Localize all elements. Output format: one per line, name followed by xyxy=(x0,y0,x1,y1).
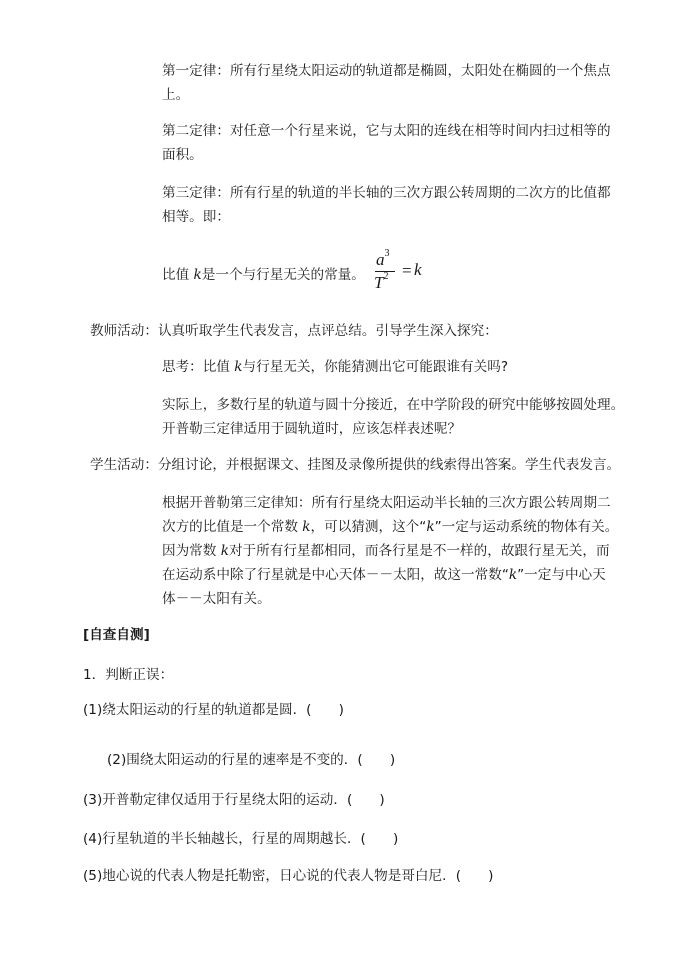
second-law-line1: 第二定律：对任意一个行星来说，它与太阳的连线在相等时间内扫过相等的 xyxy=(162,123,611,139)
kepler-formula xyxy=(372,246,422,296)
ratio-k: k xyxy=(193,267,202,283)
ratio-statement xyxy=(162,262,365,288)
formula-equals: = xyxy=(402,261,412,280)
answer-line3: 因为常数 k对于所有行星都相同，而各行星是不一样的，故跟行星无关，而 xyxy=(162,543,610,559)
teacher-label: 教师活动： xyxy=(90,323,158,339)
formula-denominator: $T^2$ xyxy=(374,271,389,292)
list-item: (5)地心说的代表人物是托勒密，日心说的代表人物是哥白尼．( ) xyxy=(83,868,494,884)
second-law-line2: 面积。 xyxy=(162,147,203,163)
third-law-line2: 相等。即： xyxy=(162,209,230,225)
first-law-line1: 第一定律：所有行星绕太阳运动的轨道都是椭圆，太阳处在椭圆的一个焦点 xyxy=(162,63,611,79)
answer-line2: 次方的比值是一个常数 k，可以猜测，这个“k”一定与运动系统的物体有关。 xyxy=(162,519,619,535)
formula-numerator: $a^3$ xyxy=(376,248,390,269)
question-1: 1．判断正误： xyxy=(83,667,174,683)
list-item: (1)绕太阳运动的行星的轨道都是圆．( ) xyxy=(83,702,344,718)
student-activity xyxy=(90,452,620,478)
answer-line5: 体－－太阳有关。 xyxy=(162,591,271,607)
teacher-text: 认真听取学生代表发言，点评总结。引导学生深入探究： xyxy=(157,323,498,339)
ratio-prefix: 比值 xyxy=(162,267,190,283)
reality-line2: 开普勒三定律适用于圆轨道时，应该怎样表述呢？ xyxy=(162,421,462,437)
self-check-heading: [自查自测] xyxy=(83,627,150,643)
first-law-line2: 上。 xyxy=(162,87,190,103)
think-question: 思考：比值 k与行星无关，你能猜测出它可能跟谁有关吗? xyxy=(162,359,509,375)
list-item: (2)围绕太阳运动的行星的速率是不变的．( ) xyxy=(107,752,396,768)
student-text: 分组讨论，并根据课文、挂图及录像所提供的线索得出答案。学生代表发言。 xyxy=(157,457,621,473)
teacher-activity xyxy=(90,318,498,344)
reality-line1: 实际上，多数行星的轨道与圆十分接近，在中学阶段的研究中能够按圆处理。 xyxy=(162,397,625,413)
list-item: (4)行星轨道的半长轴越长，行星的周期越长．( ) xyxy=(83,831,399,847)
answer-line4: 在运动系中除了行星就是中心天体－－太阳，故这一常数“k”一定与中心天 xyxy=(162,567,606,583)
ratio-suffix: 是一个与行星无关的常量。 xyxy=(201,267,365,283)
think-k: k xyxy=(234,359,243,375)
third-law-line1: 第三定律：所有行星的轨道的半长轴的三次方跟公转周期的二次方的比值都 xyxy=(162,185,611,201)
formula-rhs: k xyxy=(414,260,422,279)
answer-line1: 根据开普勒第三定律知：所有行星绕太阳运动半长轴的三次方跟公转周期二 xyxy=(162,495,611,511)
student-label: 学生活动： xyxy=(90,457,158,473)
list-item: (3)开普勒定律仅适用于行星绕太阳的运动．( ) xyxy=(83,792,385,808)
